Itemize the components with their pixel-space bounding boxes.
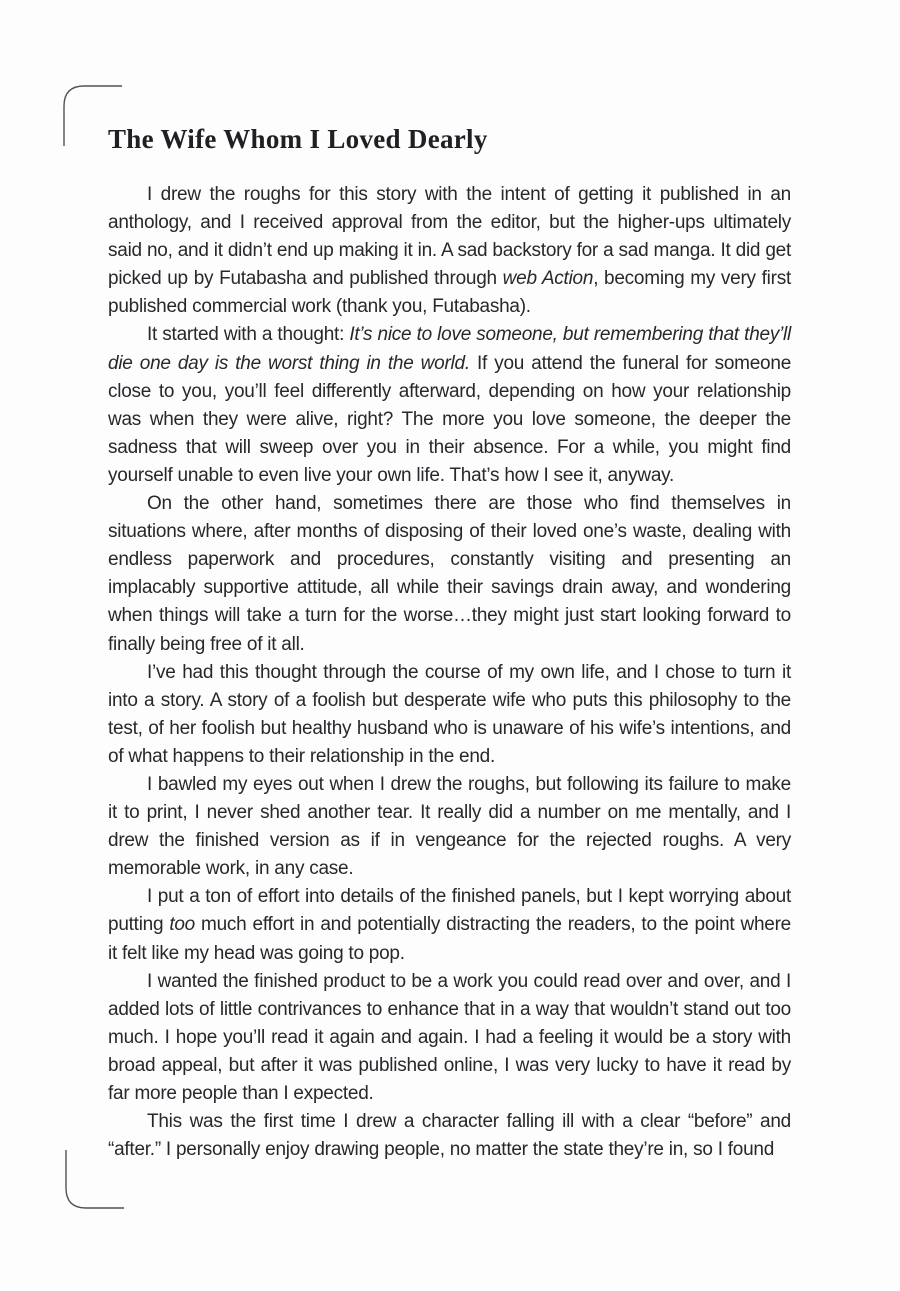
paragraph [108,883,791,967]
text-run: I wanted the finished product to be a work you could read over and over, and I added lots of little contrivances to enhance that in a way that wouldn’t stand out too much. I hope you’ll read it again and again. I had a feeling it would be a story with broad appeal, but after it was published online, I was very lucky to have it read by far more people than I expected. [108,970,791,1104]
text-run: If you attend the funeral for someone close to you, you’ll feel differently afterward, depending on how your relationship was when they were alive, right? The more you love someone, the deeper the sadness that will sweep over you in their absence. For a while, you might find yourself unable to even live your own life. That’s how I see it, anyway. [108,352,792,486]
paragraph [108,771,791,883]
text-run: I’ve had this thought through the course of my own life, and I chose to turn it into a story. A story of a foolish but desperate wife who puts this philosophy to the test, of her foolish but healthy husband who is unaware of his wife’s intentions, and of what happens to their relationship in the end. [108,661,791,767]
text-run: much effort in and potentially distracting the readers, to the point where it felt like my head was going to pop. [108,914,791,964]
italic-text-run: too [169,914,195,936]
paragraph [108,659,791,771]
text-run: , becoming my very first published commercial work (thank you, Futabasha). [108,268,791,318]
text-run: I put a ton of effort into details of the finished panels, but I kept worrying about putting [108,886,791,936]
text-run: I bawled my eyes out when I drew the roughs, but following its failure to make it to print, I never shed another tear. It really did a number on me mentally, and I drew the finished version as if in vengeance for the rejected roughs. A very memorable work, in any case. [108,773,791,880]
paragraph [108,968,791,1108]
text-run: This was the first time I drew a character falling ill with a clear “before” and “after.” I personally enjoy drawing people, no matter the state they’re in, so I found [108,1111,791,1161]
paragraph [108,181,791,321]
essay-text [108,181,791,1164]
italic-text-run: It’s nice to love someone, but remembering that they’ll die one day is the worst thing in the world. [108,324,791,374]
paragraph [108,321,791,490]
paragraph [108,1108,791,1164]
italic-text-run: web Action [502,268,594,290]
text-run: On the other hand, sometimes there are those who find themselves in situations where, after months of disposing of their loved one’s waste, dealing with endless paperwork and procedures, constantly visiting and presenting an implacably supportive attitude, all while their savings drain away, and wondering when things will take a turn for the worse…they might just start looking forward to finally being free of it all. [108,493,791,655]
page-title: The Wife Whom I Loved Dearly [108,124,488,154]
text-run: It started with a thought: [147,324,350,346]
paragraph [108,490,791,659]
text-run: I drew the roughs for this story with the intent of getting it published in an anthology, and I received approval from the editor, but the higher-ups ultimately said no, and it didn’t end up making it in. A sad backstory for a sad manga. It did get picked up by Futabasha and published through [108,184,791,290]
